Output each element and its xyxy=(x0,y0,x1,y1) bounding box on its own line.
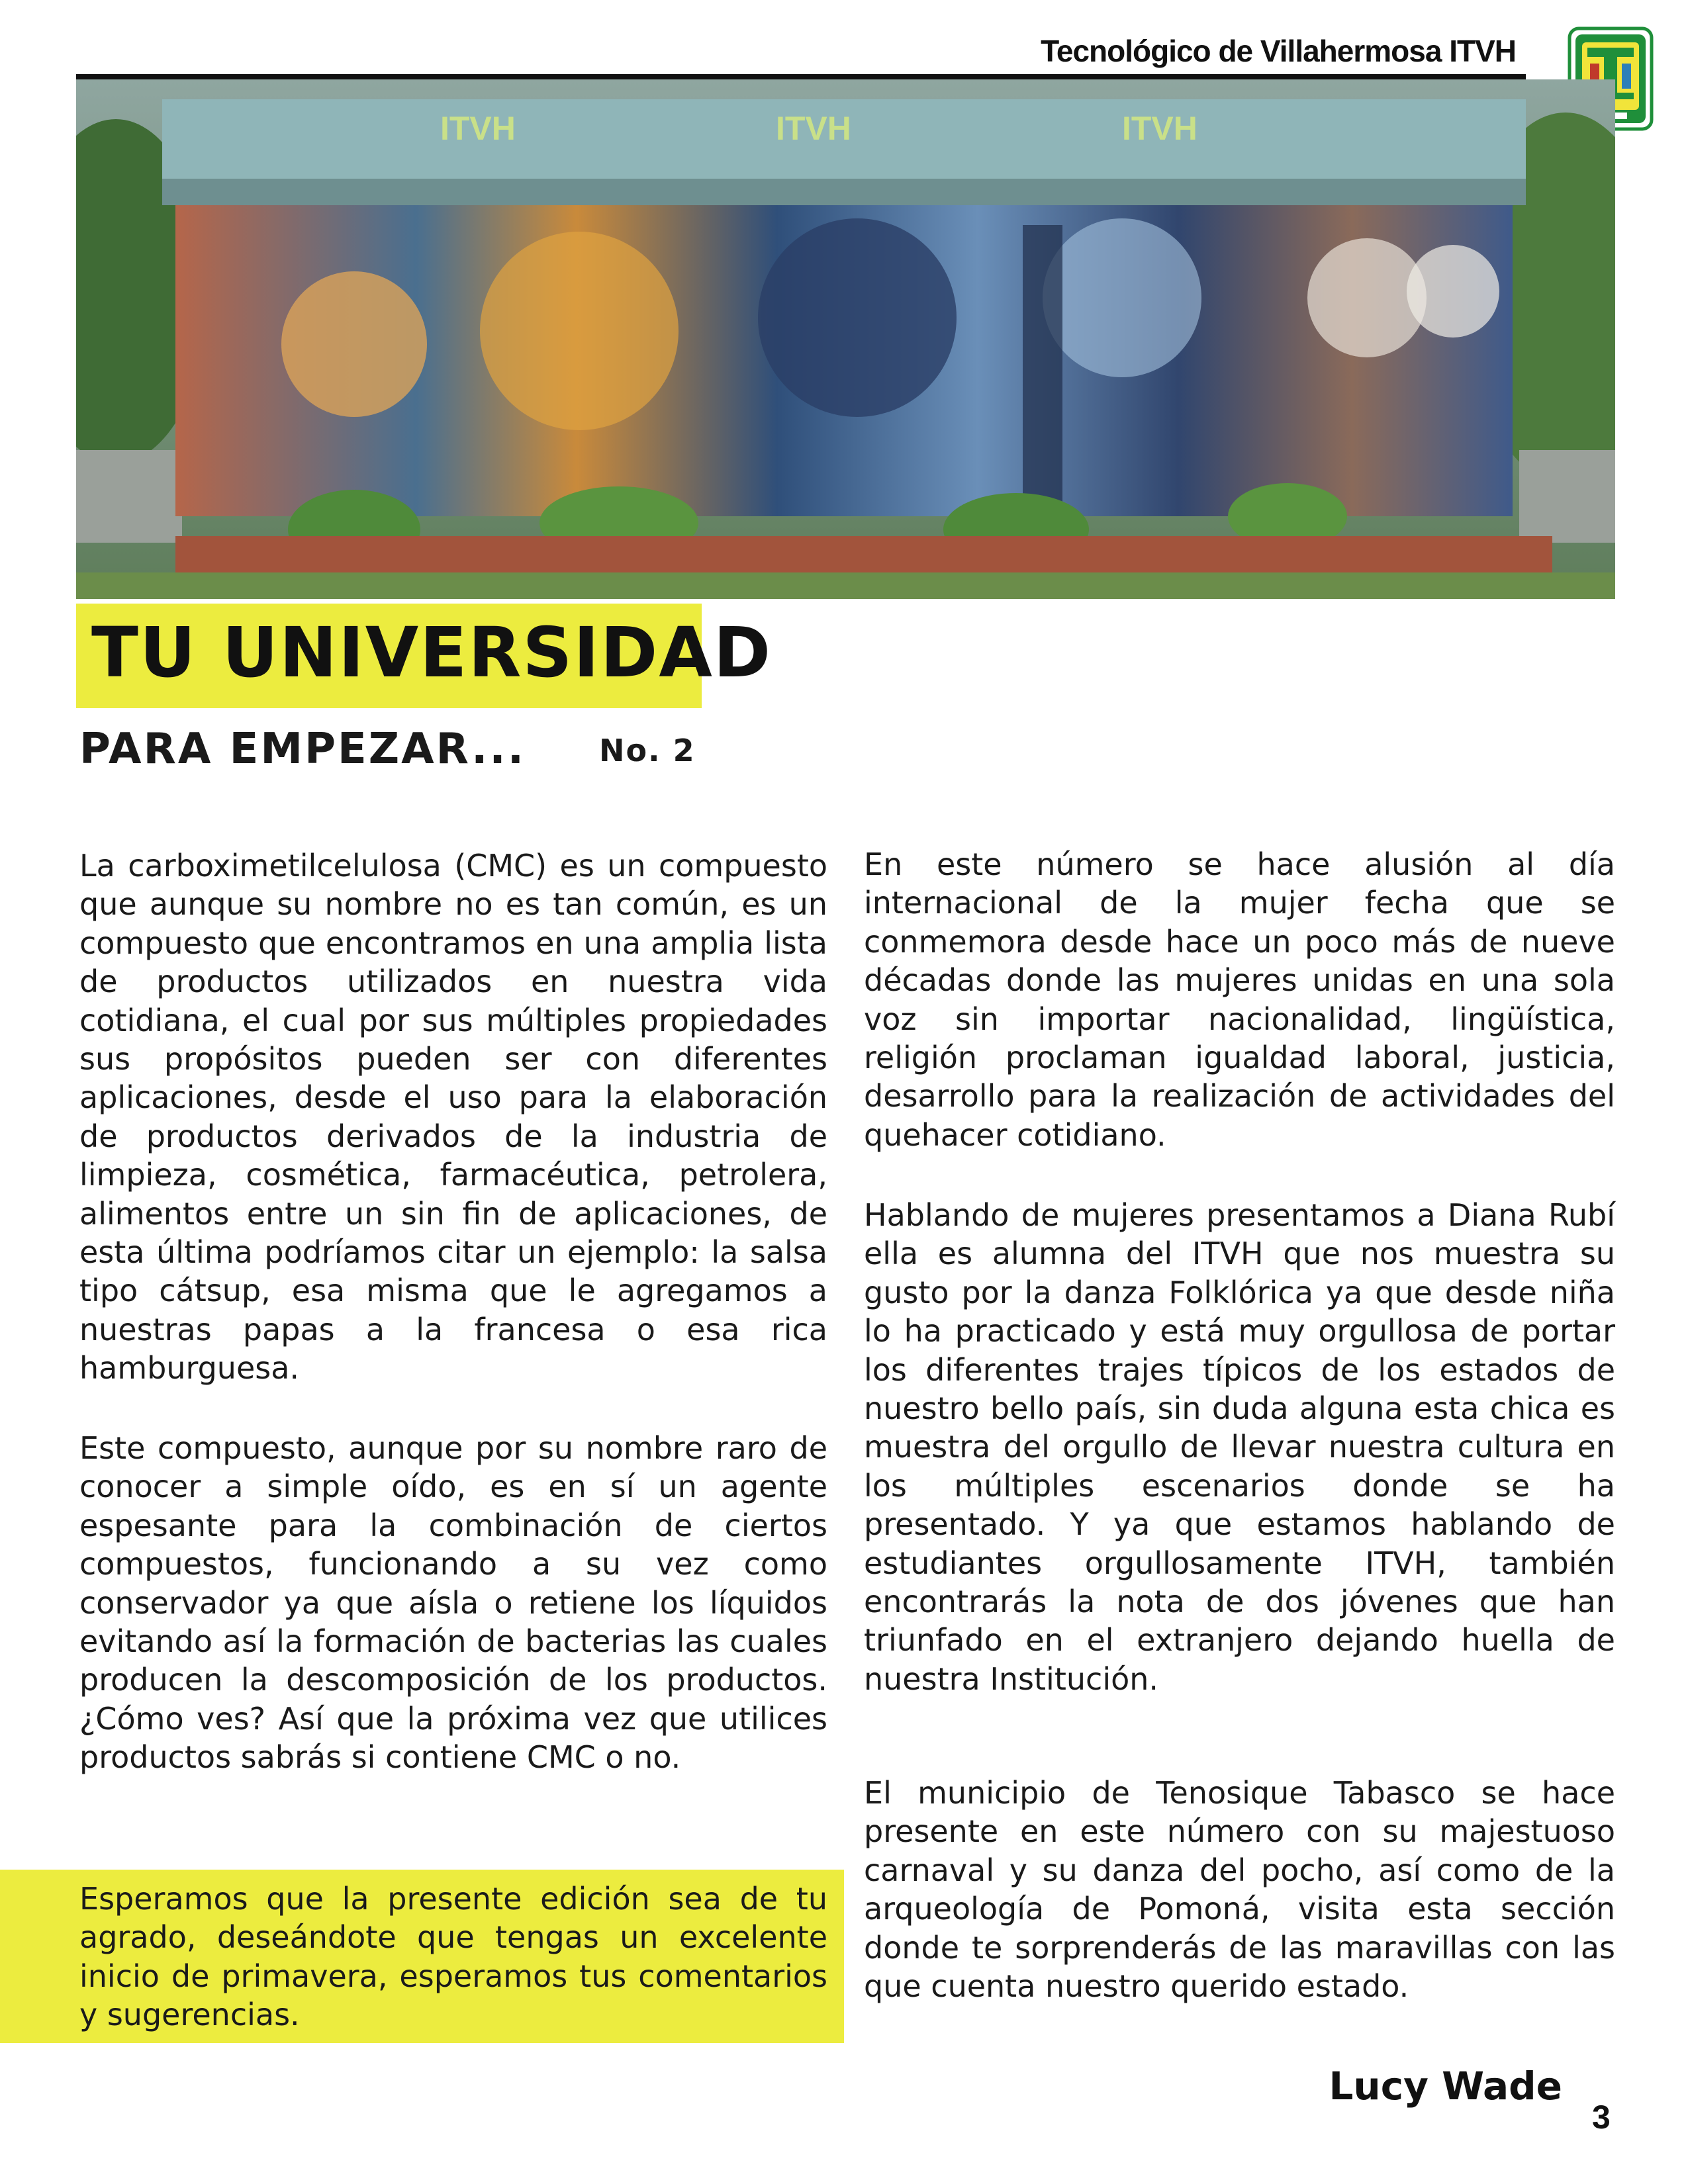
page-number: 3 xyxy=(1592,2099,1611,2136)
closing-paragraph: Esperamos que la presente edición sea de tu agrado, deseándote que tengas un excelente inicio de primavera, esperamos tus comentarios y sugerencias. xyxy=(79,1881,827,2033)
section-title: TU UNIVERSIDAD xyxy=(91,612,773,693)
issue-number: No. 2 xyxy=(599,733,696,768)
right-paragraph-1: En este número se hace alusión al día internacional de la mujer fecha que se conmemora desde hace un poco más de nueve décadas donde las mujeres unidas en una sola voz sin importar nacionalidad, lingüística, religión proclaman igualdad laboral, justicia, desarrollo para la realización de actividades del quehacer cotidiano. xyxy=(864,846,1615,1153)
hero-sign-text-2: ITVH xyxy=(776,110,851,147)
campus-mural-photo xyxy=(76,79,1615,599)
hero-sign-text-3: ITVH xyxy=(1122,110,1197,147)
left-paragraph-2: Este compuesto, aunque por su nombre raro de conocer a simple oído, es en sí un agente espesante para la combinación de ciertos compuestos, funcionando a su vez como conservador ya que aísla o retiene los líquidos evitando así la formación de bacterias las cuales producen la descomposición de los productos. ¿Cómo ves? Así que la próxima vez que utilices productos sabrás si contiene CMC o no. xyxy=(79,1430,827,1776)
right-paragraph-2: Hablando de mujeres presentamos a Diana Rubí ella es alumna del ITVH que nos muestra su gusto por la danza Folklórica ya que desde niña lo ha practicado y está muy orgullosa de portar los diferentes trajes típicos de los estados de nuestro bello país, sin duda alguna esta chica es muestra del orgullo de llevar nuestra cultura en los múltiples escenarios donde se ha presentado. Y ya que estamos hablando de estudiantes orgullosamente ITVH, también encontrarás la nota de dos jóvenes que han triunfado en el extranjero dejando huella de nuestra Institución. xyxy=(864,1197,1615,1697)
header-rule xyxy=(76,74,1526,79)
header-title: Tecnológico de Villahermosa ITVH xyxy=(1041,34,1516,68)
left-paragraph-1: La carboximetilcelulosa (CMC) es un compuesto que aunque su nombre no es tan común, es un compuesto que encontramos en una amplia lista de productos utilizados en nuestra vida cotidiana, el cual por sus múltiples propiedades sus propósitos pueden ser con diferentes aplicaciones, desde el uso para la elaboración de productos derivados de la industria de limpieza, cosmética, farmacéutica, petrolera, alimentos entre un sin fin de aplicaciones, de esta última podríamos citar un ejemplo: la salsa tipo cátsup, esa misma que le agregamos a nuestras papas a la francesa o esa rica hamburguesa. xyxy=(79,848,827,1387)
section-subtitle: PARA EMPEZAR... xyxy=(79,725,526,774)
hero-sign-text-1: ITVH xyxy=(440,110,516,147)
right-paragraph-3: El municipio de Tenosique Tabasco se hace presente en este número con su majestuoso carnaval y su danza del pocho, así como de la arqueología de Pomoná, visita esta sección donde te sorprenderás de las maravillas con las que cuenta nuestro querido estado. xyxy=(864,1775,1615,2005)
author-signature: Lucy Wade xyxy=(1329,2064,1562,2109)
